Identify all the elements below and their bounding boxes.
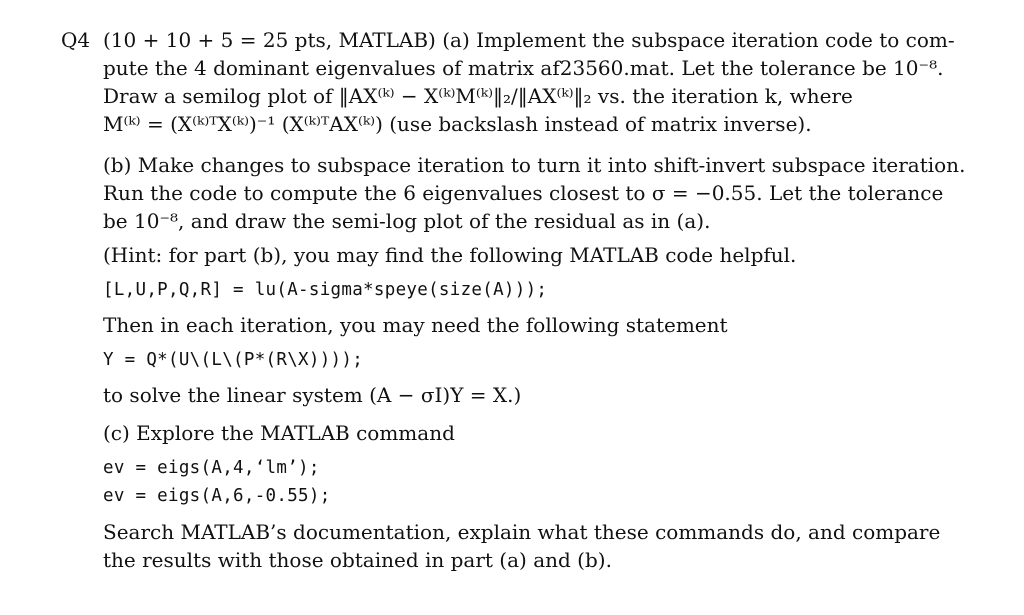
- part-a-paragraph: [103, 26, 971, 138]
- part-b-line-1: (b) Make changes to subspace iteration to turn it into shift-invert subspace iteration.: [103, 153, 966, 177]
- part-a-line-4: M⁽ᵏ⁾ = (X⁽ᵏ⁾ᵀX⁽ᵏ⁾)⁻¹ (X⁽ᵏ⁾ᵀAX⁽ᵏ⁾) (use backslash instead of matrix inverse).: [103, 112, 812, 136]
- part-a-line-2: pute the 4 dominant eigenvalues of matrix af23560.mat. Let the tolerance be 10⁻⁸.: [103, 56, 944, 80]
- hint-code-solve: Y = Q*(U\(L\(P*(R\X))));: [103, 350, 364, 370]
- part-b-line-3: be 10⁻⁸, and draw the semi-log plot of the residual as in (a).: [103, 209, 711, 233]
- hint-block: [103, 241, 971, 409]
- question-number: Q4: [61, 28, 91, 52]
- hint-middle: Then in each iteration, you may need the following statement: [103, 313, 728, 337]
- part-c-outro-2: the results with those obtained in part (a) and (b).: [103, 548, 612, 572]
- part-c-code-2: ev = eigs(A,6,-0.55);: [103, 486, 331, 506]
- part-a-line-1: (10 + 10 + 5 = 25 pts, MATLAB) (a) Implement the subspace iteration code to com-: [103, 28, 955, 52]
- hint-intro: (Hint: for part (b), you may find the following MATLAB code helpful.: [103, 243, 797, 267]
- hint-code-lu: [L,U,P,Q,R] = lu(A-sigma*speye(size(A)));: [103, 280, 548, 300]
- part-c-code-1: ev = eigs(A,4,‘lm’);: [103, 458, 320, 478]
- hint-outro: to solve the linear system (A − σI)Y = X.): [103, 383, 522, 407]
- part-c-intro: (c) Explore the MATLAB command: [103, 421, 455, 445]
- part-c-outro-1: Search MATLAB’s documentation, explain what these commands do, and compare: [103, 520, 941, 544]
- part-c-paragraph: [103, 419, 971, 574]
- part-b-line-2: Run the code to compute the 6 eigenvalues closest to σ = −0.55. Let the tolerance: [103, 181, 944, 205]
- part-a-line-3: Draw a semilog plot of ‖AX⁽ᵏ⁾ − X⁽ᵏ⁾M⁽ᵏ⁾‖₂/‖AX⁽ᵏ⁾‖₂ vs. the iteration k, where: [103, 84, 853, 108]
- part-b-paragraph: [103, 151, 971, 235]
